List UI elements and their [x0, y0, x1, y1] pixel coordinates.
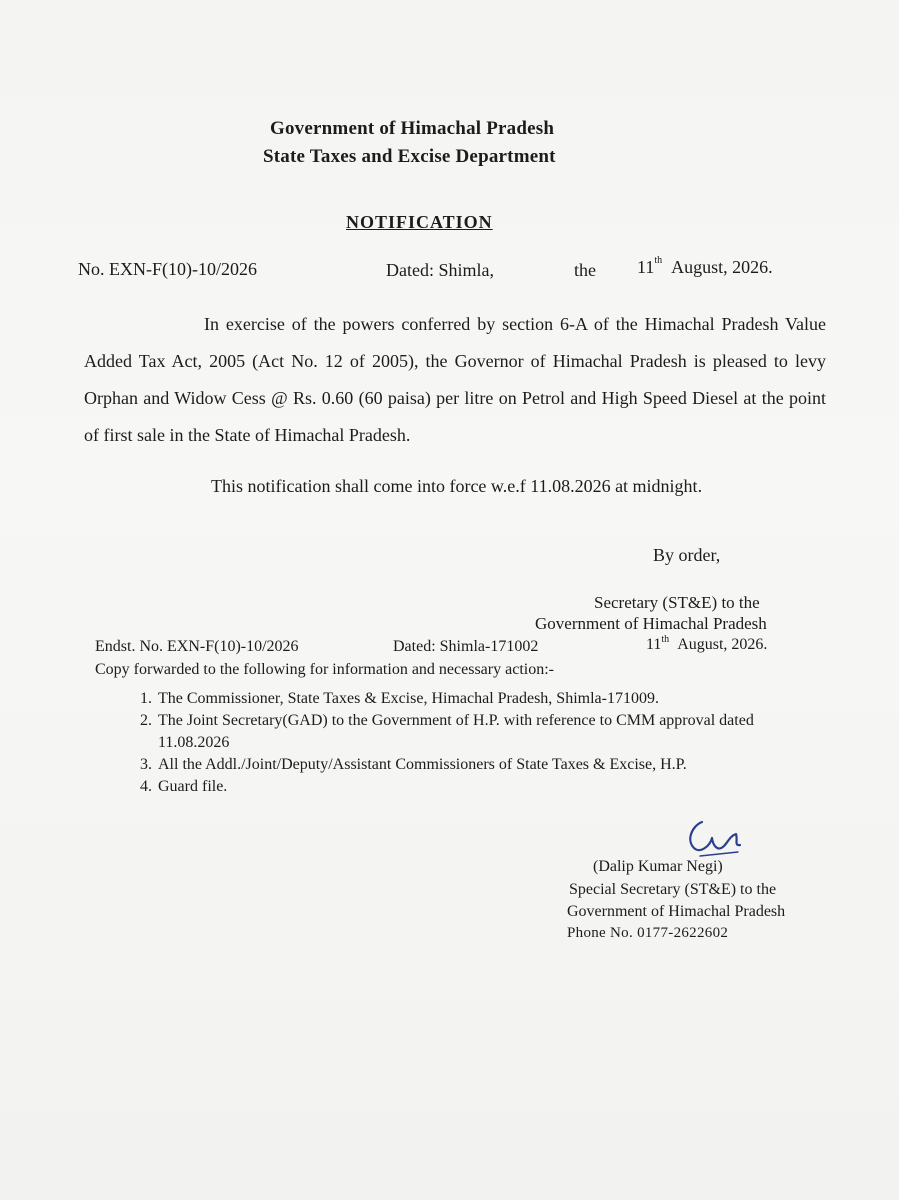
endorsement-date	[646, 636, 767, 654]
copy-forwarded-text: Copy forwarded to the following for information and necessary action:-	[95, 661, 554, 678]
body-paragraph-2: This notification shall come into force w.e.f 11.08.2026 at midnight.	[211, 476, 703, 496]
notification-number: No. EXN-F(10)-10/2026	[78, 259, 257, 279]
endorsement-dated: Dated: Shimla-171002	[393, 638, 539, 655]
notification-day: 11	[637, 257, 655, 277]
header-department: State Taxes and Excise Department	[263, 146, 556, 167]
endorsement-number: Endst. No. EXN-F(10)-10/2026	[95, 638, 299, 655]
signatory-phone: Phone No. 0177-2622602	[567, 925, 729, 941]
body-paragraph-1	[84, 306, 826, 454]
secretary-line-2: Government of Himachal Pradesh	[535, 614, 767, 633]
recipient-item: 2. The Joint Secretary(GAD) to the Government of H.P. with reference to CMM approval dated 11.08.2026	[156, 710, 758, 754]
header-government: Government of Himachal Pradesh	[270, 118, 555, 139]
recipient-item: 4. Guard file.	[156, 776, 846, 798]
by-order: By order,	[653, 545, 721, 565]
recipient-list	[118, 688, 846, 798]
recipient-item: 1. The Commissioner, State Taxes & Excise, Himachal Pradesh, Shimla-171009.	[156, 688, 846, 710]
notification-month-year: August, 2026.	[671, 257, 773, 277]
notification-day-suffix: th	[654, 255, 663, 266]
endorsement-day: 11	[646, 636, 662, 653]
endorsement-month-year: August, 2026.	[677, 636, 768, 653]
endorsement-day-suffix: th	[661, 634, 670, 645]
notification-date	[637, 257, 773, 278]
notification-the: the	[574, 260, 596, 280]
handwritten-signature	[680, 812, 770, 862]
signatory-office: Government of Himachal Pradesh	[567, 903, 786, 920]
notification-dated: Dated: Shimla,	[386, 260, 494, 280]
signatory-designation: Special Secretary (ST&E) to the	[569, 881, 777, 898]
recipient-item: 3. All the Addl./Joint/Deputy/Assistant Commissioners of State Taxes & Excise, H.P.	[156, 754, 846, 776]
signatory-name: (Dalip Kumar Negi)	[593, 858, 723, 875]
secretary-line-1: Secretary (ST&E) to the	[594, 593, 760, 612]
notification-title: NOTIFICATION	[346, 212, 493, 232]
body-paragraph-1-text: In exercise of the powers conferred by section 6-A of the Himachal Pradesh Value Added Tax Act, 2005 (Act No. 12 of 2005), the Governor of Himachal Pradesh is pleased to levy Orphan and Widow Cess @ Rs. 0.60 (60 paisa) per litre on Petrol and High Speed Diesel at the point of first sale in the State of Himachal Pradesh.	[84, 314, 826, 445]
